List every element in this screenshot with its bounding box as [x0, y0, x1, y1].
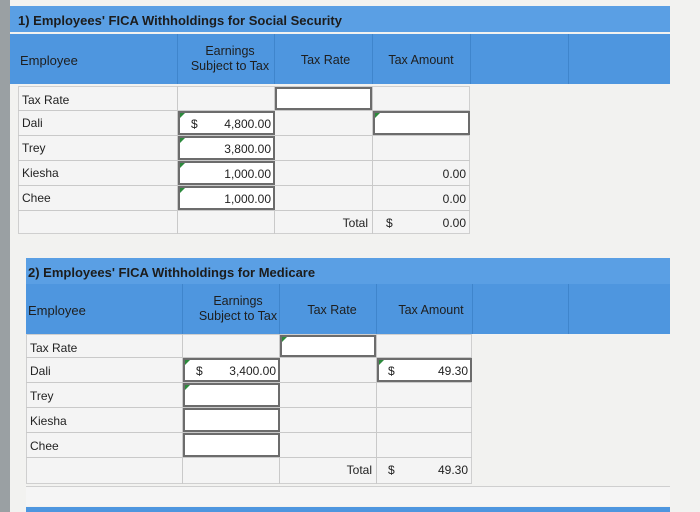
- section2-header-earnings: Earnings Subject to Tax: [198, 294, 278, 323]
- section2-total-label: Total: [346, 463, 372, 477]
- section2-dali-tax-amount: 49.30: [437, 364, 468, 378]
- section2-total-value: 49.30: [437, 463, 468, 477]
- header-divider: [274, 34, 275, 84]
- section1-title: 1) Employees' FICA Withholdings for Social Security: [18, 13, 342, 28]
- section2-dali-amount-dollar: $: [388, 364, 395, 378]
- section1-header-row: [10, 34, 670, 84]
- header-divider: [470, 34, 471, 84]
- section1-kiesha-tax-amount: 0.00: [442, 167, 466, 181]
- input-marker-icon: [180, 188, 185, 193]
- section2-tax-rate-label: Tax Rate: [30, 341, 78, 355]
- header-divider: [472, 284, 473, 334]
- section1-header-employee: Employee: [20, 53, 78, 68]
- section2-tax-rate-input[interactable]: [280, 335, 376, 357]
- bottom-band: [26, 507, 670, 512]
- section2-row-chee-name: Chee: [30, 439, 59, 453]
- input-marker-icon: [180, 138, 185, 143]
- section2-header-employee: Employee: [28, 303, 86, 318]
- section1-tax-rate-label: Tax Rate: [22, 93, 70, 107]
- section1-total-dollar: $: [386, 216, 393, 230]
- section1-total-value: 0.00: [442, 216, 466, 230]
- section1-row-chee-name: Chee: [22, 191, 51, 205]
- section1-header-tax-amount: Tax Amount: [388, 53, 454, 67]
- header-divider: [279, 284, 280, 334]
- section1-total-label: Total: [342, 216, 368, 230]
- section1-header-earnings: Earnings Subject to Tax: [190, 44, 270, 73]
- section2-title: 2) Employees' FICA Withholdings for Medicare: [28, 265, 316, 280]
- section2-dali-earnings: 3,400.00: [229, 364, 276, 378]
- section2-header-row: [26, 284, 670, 334]
- section2-trey-earnings-input[interactable]: [183, 383, 280, 407]
- section2-kiesha-earnings-input[interactable]: [183, 408, 280, 432]
- input-marker-icon: [180, 163, 185, 168]
- input-marker-icon: [282, 337, 287, 342]
- header-divider: [177, 34, 178, 84]
- section2-chee-earnings-input[interactable]: [183, 433, 280, 457]
- section1-trey-earnings: 3,800.00: [224, 142, 271, 156]
- section2-row-dali-name: Dali: [30, 364, 51, 378]
- input-marker-icon: [185, 360, 190, 365]
- header-divider: [376, 284, 377, 334]
- section2-header-tax-rate: Tax Rate: [307, 303, 357, 317]
- section1-chee-earnings: 1,000.00: [224, 192, 271, 206]
- section2-title-band: [26, 258, 670, 284]
- section1-row-dali-name: Dali: [22, 116, 43, 130]
- section2-row-kiesha-name: Kiesha: [30, 414, 67, 428]
- section2-dali-dollar: $: [196, 364, 203, 378]
- header-divider: [568, 34, 569, 84]
- section1-row-trey-name: Trey: [22, 141, 46, 155]
- header-divider: [182, 284, 183, 334]
- header-divider: [372, 34, 373, 84]
- section1-header-tax-rate: Tax Rate: [300, 53, 351, 67]
- section2-header-tax-amount: Tax Amount: [398, 303, 464, 317]
- worksheet: [10, 0, 700, 512]
- section1-dali-dollar: $: [191, 117, 198, 131]
- section1-tax-rate-input[interactable]: [275, 87, 372, 110]
- input-marker-icon: [185, 385, 190, 390]
- section1-chee-tax-amount: 0.00: [442, 192, 466, 206]
- section1-title-band: [10, 6, 670, 32]
- header-divider: [568, 284, 569, 334]
- input-marker-icon: [375, 113, 380, 118]
- section1-kiesha-earnings: 1,000.00: [224, 167, 271, 181]
- input-marker-icon: [379, 360, 384, 365]
- section2-total-dollar: $: [388, 463, 395, 477]
- section1-dali-tax-amount-input[interactable]: [373, 111, 470, 135]
- section1-dali-earnings: 4,800.00: [224, 117, 271, 131]
- bottom-empty-row: [26, 486, 670, 506]
- section1-row-kiesha-name: Kiesha: [22, 166, 59, 180]
- input-marker-icon: [180, 113, 185, 118]
- section2-row-trey-name: Trey: [30, 389, 54, 403]
